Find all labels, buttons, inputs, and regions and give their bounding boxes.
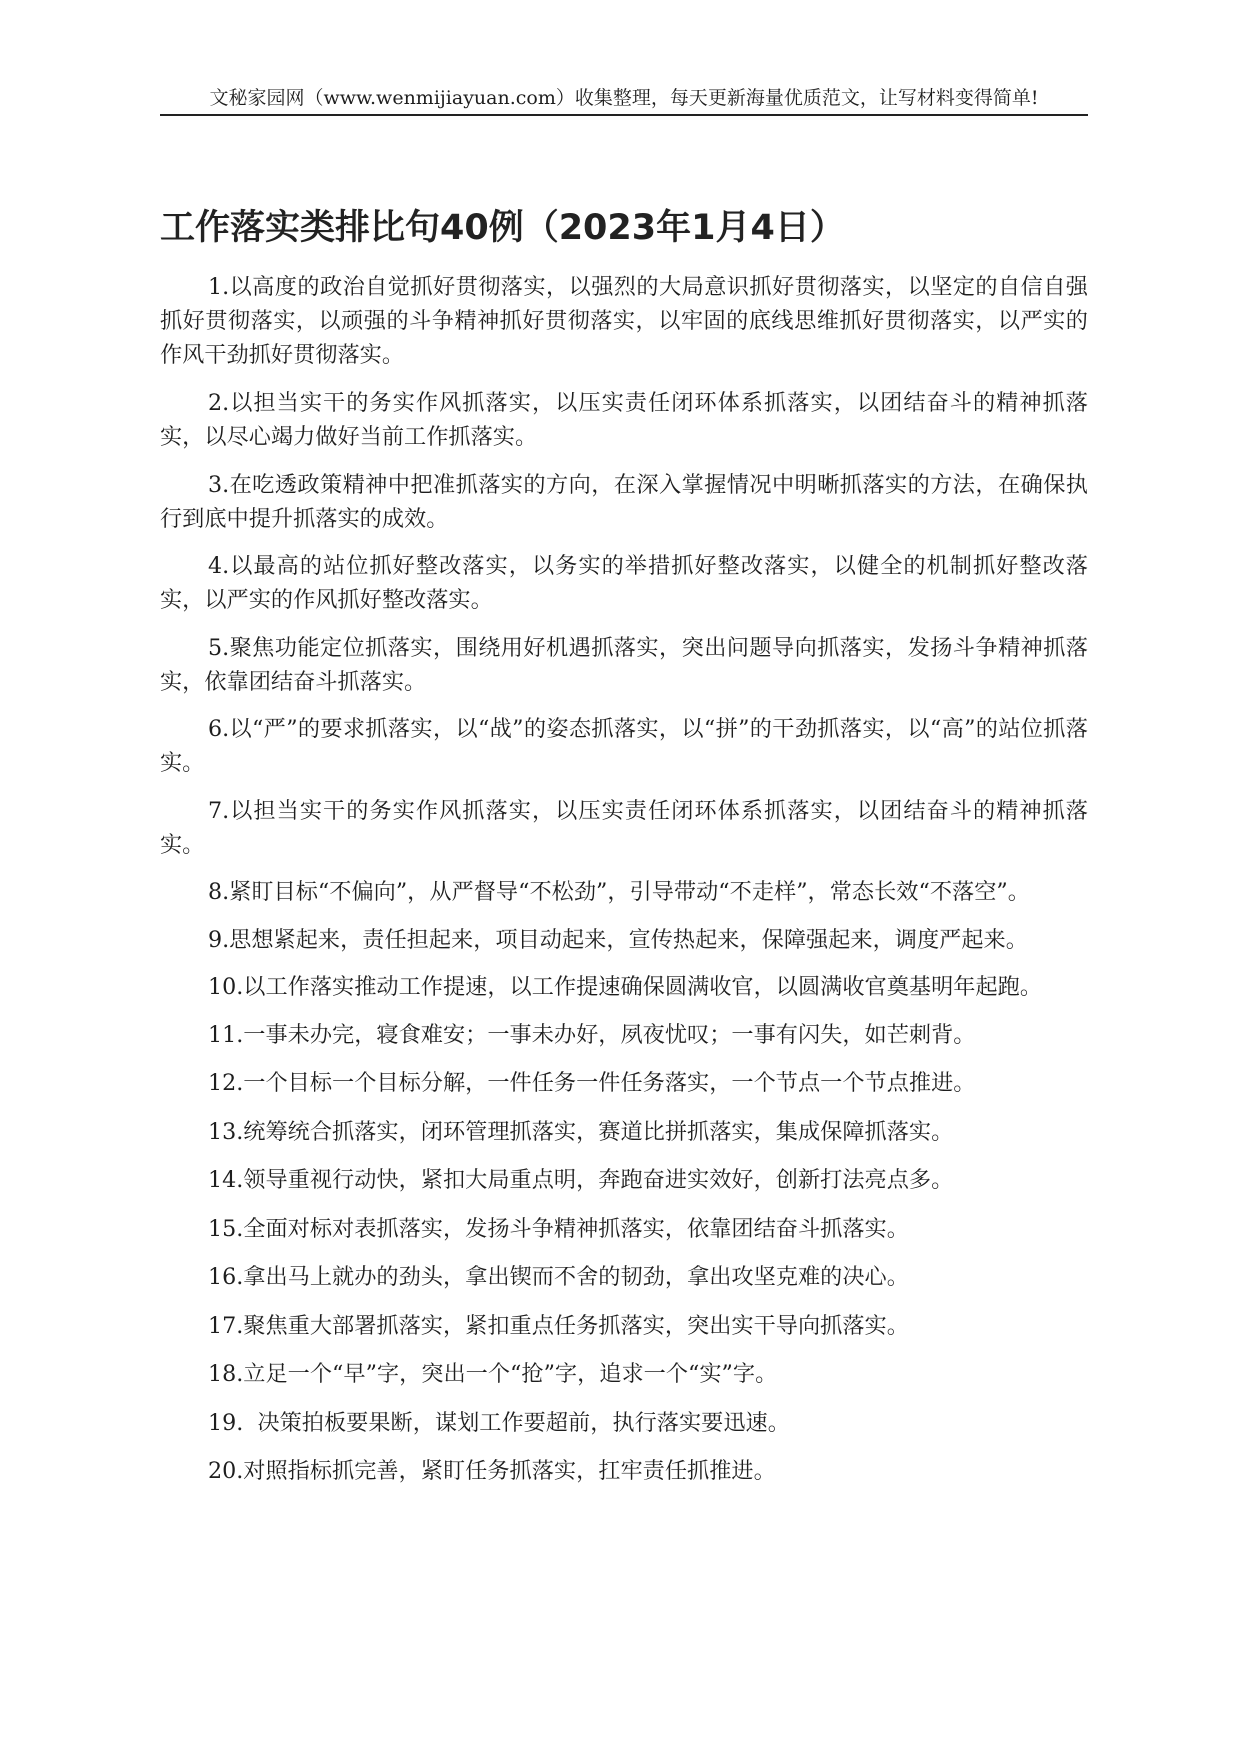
list-item-13: 13.统筹统合抓落实，闭环管理抓落实，赛道比拼抓落实，集成保障抓落实。 [208, 1118, 954, 1145]
list-item-20: 20.对照指标抓完善，紧盯任务抓落实，扛牢责任抓推进。 [208, 1458, 776, 1484]
page-header: 文秘家园网（www.wenmijiayuan.com）收集整理，每天更新海量优质范文，让写材料变得简单! [160, 84, 1088, 116]
list-item-4: 4.以最高的站位抓好整改落实，以务实的举措抓好整改落实，以健全的机制抓好整改落实，以严实的作风抓好整改落实。 [160, 553, 1088, 613]
list-item-1: 1.以高度的政治自觉抓好贯彻落实，以强烈的大局意识抓好贯彻落实，以坚定的自信自强抓好贯彻落实，以顽强的斗争精神抓好贯彻落实，以牢固的底线思维抓好贯彻落实，以严实的作风干劲抓好贯彻落实。 [160, 274, 1088, 368]
list-item-8: 8.紧盯目标“不偏向”，从严督导“不松劲”，引导带动“不走样”，常态长效“不落空”。 [208, 879, 1030, 905]
list-item-14: 14.领导重视行动快，紧扣大局重点明，奔跑奋进实效好，创新打法亮点多。 [208, 1167, 954, 1193]
list-item-16: 16.拿出马上就办的劲头，拿出锲而不舍的韧劲，拿出攻坚克难的决心。 [208, 1264, 909, 1290]
list-item-2: 2.以担当实干的务实作风抓落实，以压实责任闭环体系抓落实，以团结奋斗的精神抓落实，以尽心竭力做好当前工作抓落实。 [160, 390, 1088, 450]
list-item-19: 19. 决策拍板要果断，谋划工作要超前，执行落实要迅速。 [208, 1409, 790, 1436]
list-item-5: 5.聚焦功能定位抓落实，围绕用好机遇抓落实，突出问题导向抓落实，发扬斗争精神抓落实，依靠团结奋斗抓落实。 [160, 634, 1088, 695]
list-item-9: 9.思想紧起来，责任担起来，项目动起来，宣传热起来，保障强起来，调度严起来。 [208, 926, 1028, 953]
list-item-7: 7.以担当实干的务实作风抓落实，以压实责任闭环体系抓落实，以团结奋斗的精神抓落实。 [160, 797, 1088, 858]
list-item-11: 11.一事未办完，寝食难安；一事未办好，夙夜忧叹；一事有闪失，如芒刺背。 [208, 1021, 976, 1048]
list-item-12: 12.一个目标一个目标分解，一件任务一件任务落实，一个节点一个节点推进。 [208, 1070, 976, 1096]
item-list [160, 270, 1088, 1503]
list-item-6: 6.以“严”的要求抓落实，以“战”的姿态抓落实，以“拼”的干劲抓落实，以“高”的站位抓落实。 [160, 716, 1088, 776]
list-item-15: 15.全面对标对表抓落实，发扬斗争精神抓落实，依靠团结奋斗抓落实。 [208, 1215, 909, 1242]
list-item-10: 10.以工作落实推动工作提速，以工作提速确保圆满收官，以圆满收官奠基明年起跑。 [208, 974, 1043, 1000]
list-item-18: 18.立足一个“早”字，突出一个“抢”字，追求一个“实”字。 [208, 1361, 778, 1387]
list-item-17: 17.聚焦重大部署抓落实，紧扣重点任务抓落实，突出实干导向抓落实。 [208, 1312, 909, 1339]
document-title: 工作落实类排比句40例（2023年1月4日） [160, 208, 845, 248]
list-item-3: 3.在吃透政策精神中把准抓落实的方向，在深入掌握情况中明晰抓落实的方法，在确保执行到底中提升抓落实的成效。 [160, 471, 1088, 532]
